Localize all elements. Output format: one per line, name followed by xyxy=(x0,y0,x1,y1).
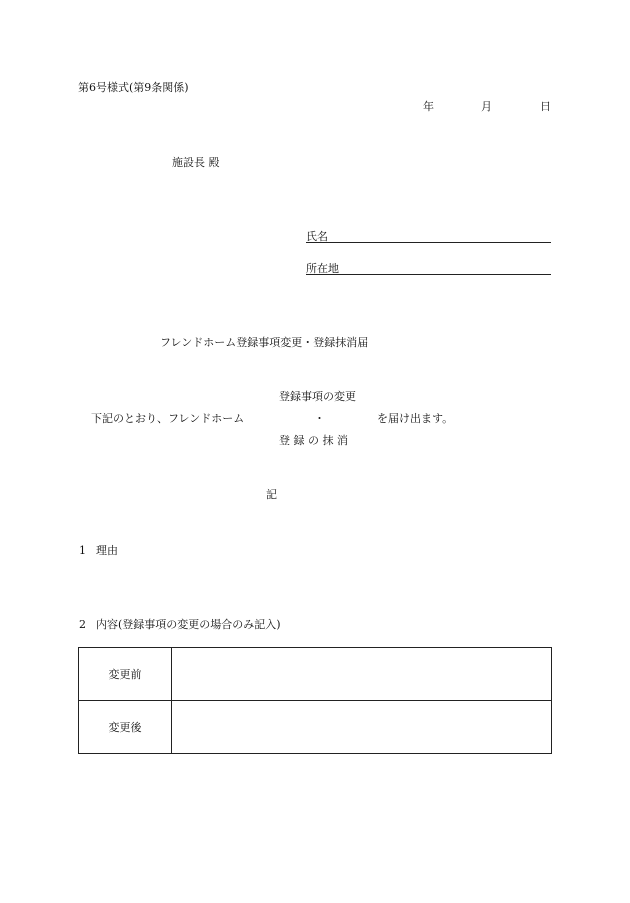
form-number: 第6号様式(第9条関係) xyxy=(78,81,189,94)
section2-number: 2 xyxy=(79,618,86,631)
row-value-after[interactable] xyxy=(172,701,552,754)
option-cancel: 登 録 の 抹 消 xyxy=(279,434,348,447)
row-label-after: 変更後 xyxy=(79,701,172,754)
date-day-label: 日 xyxy=(540,100,551,113)
section2-label: 内容(登録事項の変更の場合のみ記入) xyxy=(96,618,281,631)
row-value-before[interactable] xyxy=(172,648,552,701)
section1-label: 理由 xyxy=(96,544,118,557)
date-month-label: 月 xyxy=(481,100,492,113)
option-change: 登録事項の変更 xyxy=(279,390,356,403)
addressee: 施設長 殿 xyxy=(172,156,220,169)
body-suffix: を届け出ます。 xyxy=(377,412,454,425)
content-table xyxy=(78,647,552,754)
document-title: フレンドホーム登録事項変更・登録抹消届 xyxy=(160,336,369,349)
address-field-line xyxy=(306,274,551,275)
address-label: 所在地 xyxy=(306,262,339,275)
body-separator: ・ xyxy=(314,412,325,425)
table-row xyxy=(79,648,552,701)
row-label-before: 変更前 xyxy=(79,648,172,701)
section1-number: 1 xyxy=(79,544,86,557)
body-prefix: 下記のとおり、フレンドホーム xyxy=(91,412,245,425)
date-year-label: 年 xyxy=(423,100,434,113)
ki-heading: 記 xyxy=(266,488,277,501)
name-field-line xyxy=(306,242,551,243)
table-row xyxy=(79,701,552,754)
name-label: 氏名 xyxy=(306,230,328,243)
